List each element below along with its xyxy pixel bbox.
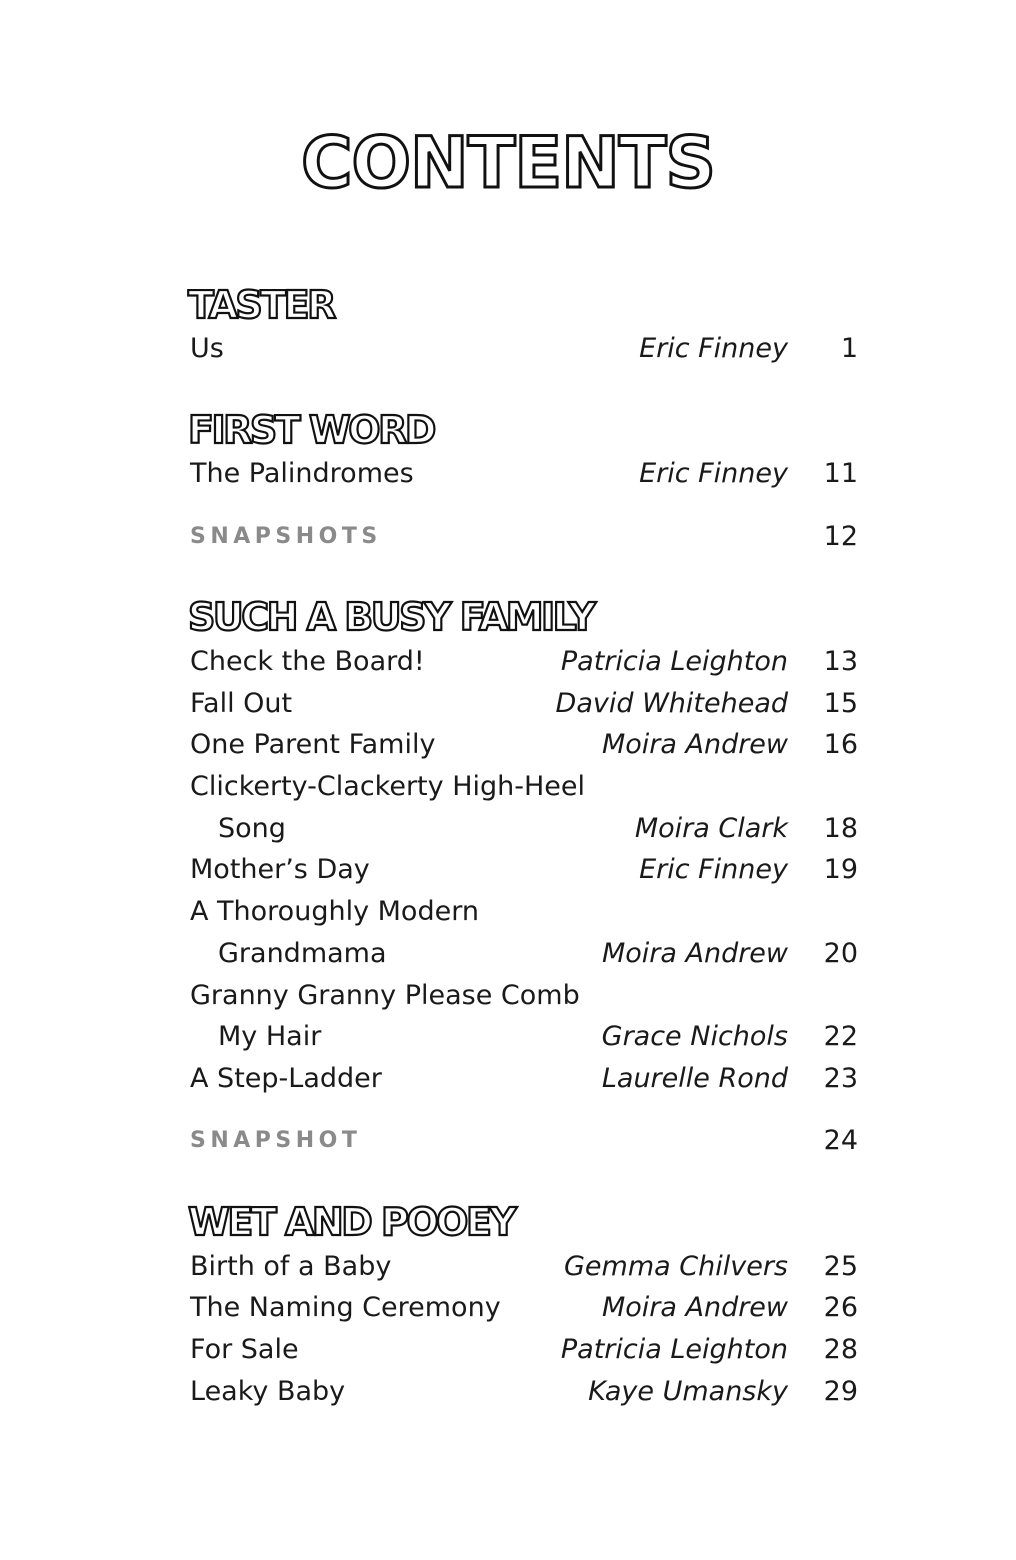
toc-entry-line2[interactable]	[0, 1020, 1016, 1054]
entry-title: Fall Out	[190, 688, 293, 719]
entry-author: Eric Finney	[639, 458, 788, 489]
entry-title-continued: Song	[218, 813, 286, 844]
toc-entry[interactable]	[0, 1250, 1016, 1284]
toc-entry[interactable]	[0, 687, 1016, 721]
entry-author: David Whitehead	[555, 688, 788, 719]
entry-title: Granny Granny Please Comb	[190, 980, 580, 1011]
entry-title: Us	[190, 333, 224, 364]
toc-entry-line1[interactable]	[0, 979, 1016, 1013]
entry-page: 1	[840, 333, 858, 364]
entry-title: The Naming Ceremony	[190, 1292, 501, 1323]
entry-author: Moira Andrew	[601, 1292, 788, 1323]
entry-page: 16	[823, 729, 858, 760]
toc-entry-line2[interactable]	[0, 937, 1016, 971]
entry-author: Patricia Leighton	[560, 1334, 788, 1365]
entry-title: Birth of a Baby	[190, 1251, 392, 1282]
toc-entry[interactable]	[0, 1333, 1016, 1367]
entry-author: Kaye Umansky	[588, 1376, 788, 1407]
entry-page: 19	[823, 854, 858, 885]
page-title: CONTENTS	[301, 122, 715, 204]
entry-author: Eric Finney	[639, 333, 788, 364]
entry-title-continued: My Hair	[218, 1021, 322, 1052]
entry-title-continued: Grandmama	[218, 938, 387, 969]
entry-page: 12	[823, 521, 858, 552]
entry-author: Moira Andrew	[601, 729, 788, 760]
entry-page: 11	[823, 458, 858, 489]
snapshot-label: SNAPSHOTS	[190, 524, 382, 549]
entry-author: Laurelle Rond	[601, 1063, 788, 1094]
toc-entry[interactable]	[0, 853, 1016, 887]
entry-author: Eric Finney	[639, 854, 788, 885]
entry-page: 23	[823, 1063, 858, 1094]
entry-page: 26	[823, 1292, 858, 1323]
entry-page: 18	[823, 813, 858, 844]
snapshot-label: SNAPSHOT	[190, 1128, 362, 1153]
toc-entry[interactable]	[0, 1375, 1016, 1409]
entry-page: 25	[823, 1251, 858, 1282]
entry-author: Moira Andrew	[601, 938, 788, 969]
toc-entry[interactable]	[0, 1291, 1016, 1325]
entry-title: For Sale	[190, 1334, 299, 1365]
snapshot-entry[interactable]	[0, 1124, 1016, 1158]
toc-entry-line1[interactable]	[0, 770, 1016, 804]
toc-entry[interactable]	[0, 332, 1016, 366]
entry-author: Grace Nichols	[601, 1021, 788, 1052]
snapshot-entry[interactable]	[0, 520, 1016, 554]
entry-author: Gemma Chilvers	[564, 1251, 788, 1282]
entry-title: Clickerty-Clackerty High-Heel	[190, 771, 586, 802]
toc-entry[interactable]	[0, 1062, 1016, 1096]
entry-title: The Palindromes	[190, 458, 414, 489]
section-heading-busy-family: SUCH A BUSY FAMILY	[188, 595, 594, 639]
entry-page: 28	[823, 1334, 858, 1365]
entry-author: Moira Clark	[634, 813, 788, 844]
section-heading-taster: TASTER	[188, 283, 334, 327]
entry-title: Mother’s Day	[190, 854, 370, 885]
entry-page: 29	[823, 1376, 858, 1407]
entry-title: A Thoroughly Modern	[190, 896, 479, 927]
entry-page: 20	[823, 938, 858, 969]
section-heading-first-word: FIRST WORD	[188, 408, 434, 452]
entry-page: 22	[823, 1021, 858, 1052]
section-heading-wet-pooey: WET AND POOEY	[188, 1200, 515, 1244]
entry-author: Patricia Leighton	[560, 646, 788, 677]
toc-entry-line2[interactable]	[0, 812, 1016, 846]
entry-page: 15	[823, 688, 858, 719]
toc-entry[interactable]	[0, 728, 1016, 762]
toc-entry[interactable]	[0, 457, 1016, 491]
entry-title: One Parent Family	[190, 729, 436, 760]
entry-title: Check the Board!	[190, 646, 425, 677]
entry-page: 24	[823, 1125, 858, 1156]
entry-title: A Step-Ladder	[190, 1063, 382, 1094]
toc-entry-line1[interactable]	[0, 895, 1016, 929]
toc-entry[interactable]	[0, 645, 1016, 679]
entry-title: Leaky Baby	[190, 1376, 346, 1407]
entry-page: 13	[823, 646, 858, 677]
